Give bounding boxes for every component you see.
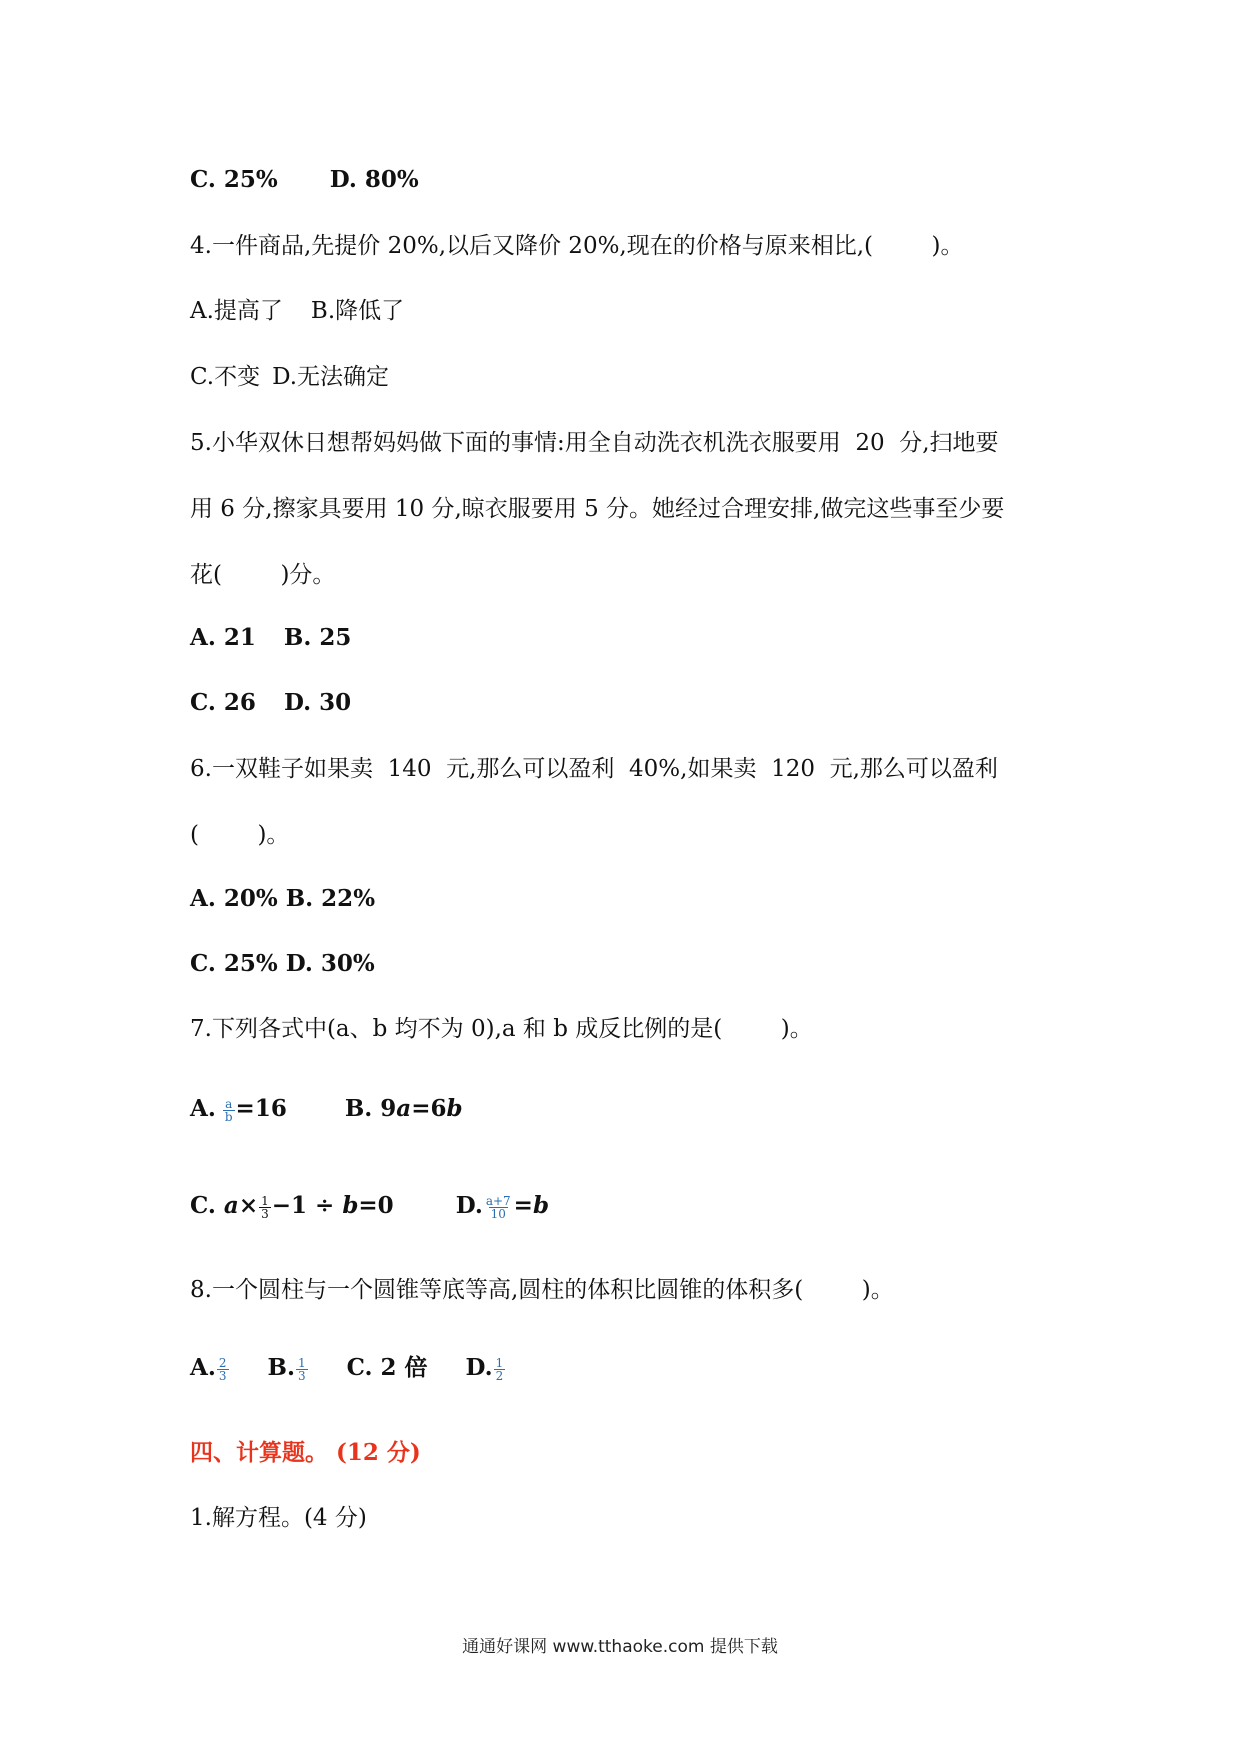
q5-stem-line2: 用 6 分,擦家具要用 10 分,晾衣服要用 5 分。她经过合理安排,做完这些事至少要 (190, 496, 1005, 522)
q8-stem: 8.一个圆柱与一个圆锥等底等高,圆柱的体积比圆锥的体积多( )。 (190, 1277, 894, 1303)
q7-option-a-fraction (223, 1098, 235, 1123)
q8-option-d-fraction (494, 1357, 506, 1382)
q7-option-a-label: A. (190, 1095, 216, 1122)
q8-option-a-fraction (217, 1357, 229, 1382)
q8-option-c-label: C. 2 倍 (346, 1354, 428, 1381)
q5-option-a: A. 21 (190, 624, 256, 651)
q7-stem: 7.下列各式中(a、b 均不为 0),a 和 b 成反比例的是( )。 (190, 1016, 813, 1042)
fraction-numerator: a (225, 1096, 233, 1111)
q6-options-cd: C. 25% D. 30% (190, 950, 375, 977)
q4-options-cd (190, 361, 389, 393)
q8-option-d-label: D. (465, 1354, 493, 1381)
q6-stem-line1: 6.一双鞋子如果卖 140 元,那么可以盈利 40%,如果卖 120 元,那么可以盈利 (190, 756, 998, 782)
section-points: (12 分) (336, 1439, 421, 1466)
q3-option-c: C. 25% (190, 166, 278, 193)
fraction-denominator: b (224, 1109, 233, 1124)
fraction-numerator: 1 (495, 1355, 504, 1370)
q5-stem-line1: 5.小华双休日想帮妈妈做下面的事情:用全自动洗衣机洗衣服要用 20 分,扫地要 (190, 430, 999, 456)
q4-option-c: C.不变 (190, 364, 261, 390)
q7-option-d-label: D. (455, 1192, 483, 1219)
fraction-denominator: 2 (495, 1368, 504, 1383)
q7-option-d-var: b (532, 1192, 550, 1219)
q7-option-b-var1: a (396, 1095, 412, 1122)
q7-options-ab (190, 1093, 463, 1125)
fraction-denominator: 3 (261, 1206, 269, 1221)
q5-option-d: D. 30 (283, 689, 352, 716)
q4-stem: 4.一件商品,先提价 20%,以后又降价 20%,现在的价格与原来相比,( )。 (190, 233, 964, 259)
q8-option-b-label: B. (267, 1354, 295, 1381)
q8-option-b-fraction (296, 1357, 308, 1382)
section-heading (190, 1437, 421, 1469)
q5-option-b: B. 25 (283, 624, 352, 651)
page-footer: 通通好课网 www.tthaoke.com 提供下载 (462, 1637, 778, 1657)
q4-options-ab (190, 295, 404, 327)
q5-option-c: C. 26 (190, 689, 256, 716)
q7-option-b-label: B. 9 (344, 1095, 397, 1122)
q5-options-cd (190, 687, 351, 719)
q7-options-cd (190, 1190, 549, 1222)
q7-option-c-rest: −1 ÷ (271, 1192, 343, 1219)
q7-option-a-rest: =16 (235, 1095, 287, 1122)
q7-option-c-var1: a (223, 1192, 239, 1219)
fraction-numerator: 2 (218, 1355, 227, 1370)
q7-option-c-label: C. (190, 1192, 224, 1219)
fraction-denominator: 3 (218, 1368, 227, 1383)
q7-option-c-fraction (259, 1195, 271, 1220)
q3-option-d: D. 80% (329, 166, 419, 193)
fraction-numerator: a+7 (485, 1193, 511, 1208)
q8-options (190, 1352, 506, 1384)
q4-option-d: D.无法确定 (272, 364, 390, 390)
q6-stem-line2: ( )。 (190, 822, 290, 848)
q7-option-c-var2: b (342, 1192, 359, 1219)
q7-option-d-fraction (484, 1195, 513, 1220)
q7-option-c-end: =0 (358, 1192, 394, 1219)
fraction-denominator: 10 (490, 1206, 506, 1221)
section-title: 四、计算题。 (190, 1439, 328, 1466)
fraction-numerator: 1 (261, 1193, 269, 1208)
q4-option-b: B.降低了 (310, 298, 405, 324)
q5-stem-line3: 花( )分。 (190, 562, 336, 588)
q8-option-a-label: A. (190, 1354, 216, 1381)
q4-option-a: A.提高了 (190, 298, 283, 324)
q6-options-ab: A. 20% B. 22% (190, 885, 376, 912)
subquestion-1: 1.解方程。(4 分) (190, 1505, 367, 1531)
fraction-denominator: 3 (297, 1368, 306, 1383)
fraction-numerator: 1 (297, 1355, 306, 1370)
q7-option-c-times: × (238, 1192, 259, 1219)
q7-option-d-eq: = (513, 1192, 533, 1219)
q5-options-ab (190, 622, 351, 654)
q7-option-b-mid: =6 (411, 1095, 447, 1122)
q3-options-cd (190, 164, 419, 196)
q7-option-b-var2: b (446, 1095, 463, 1122)
